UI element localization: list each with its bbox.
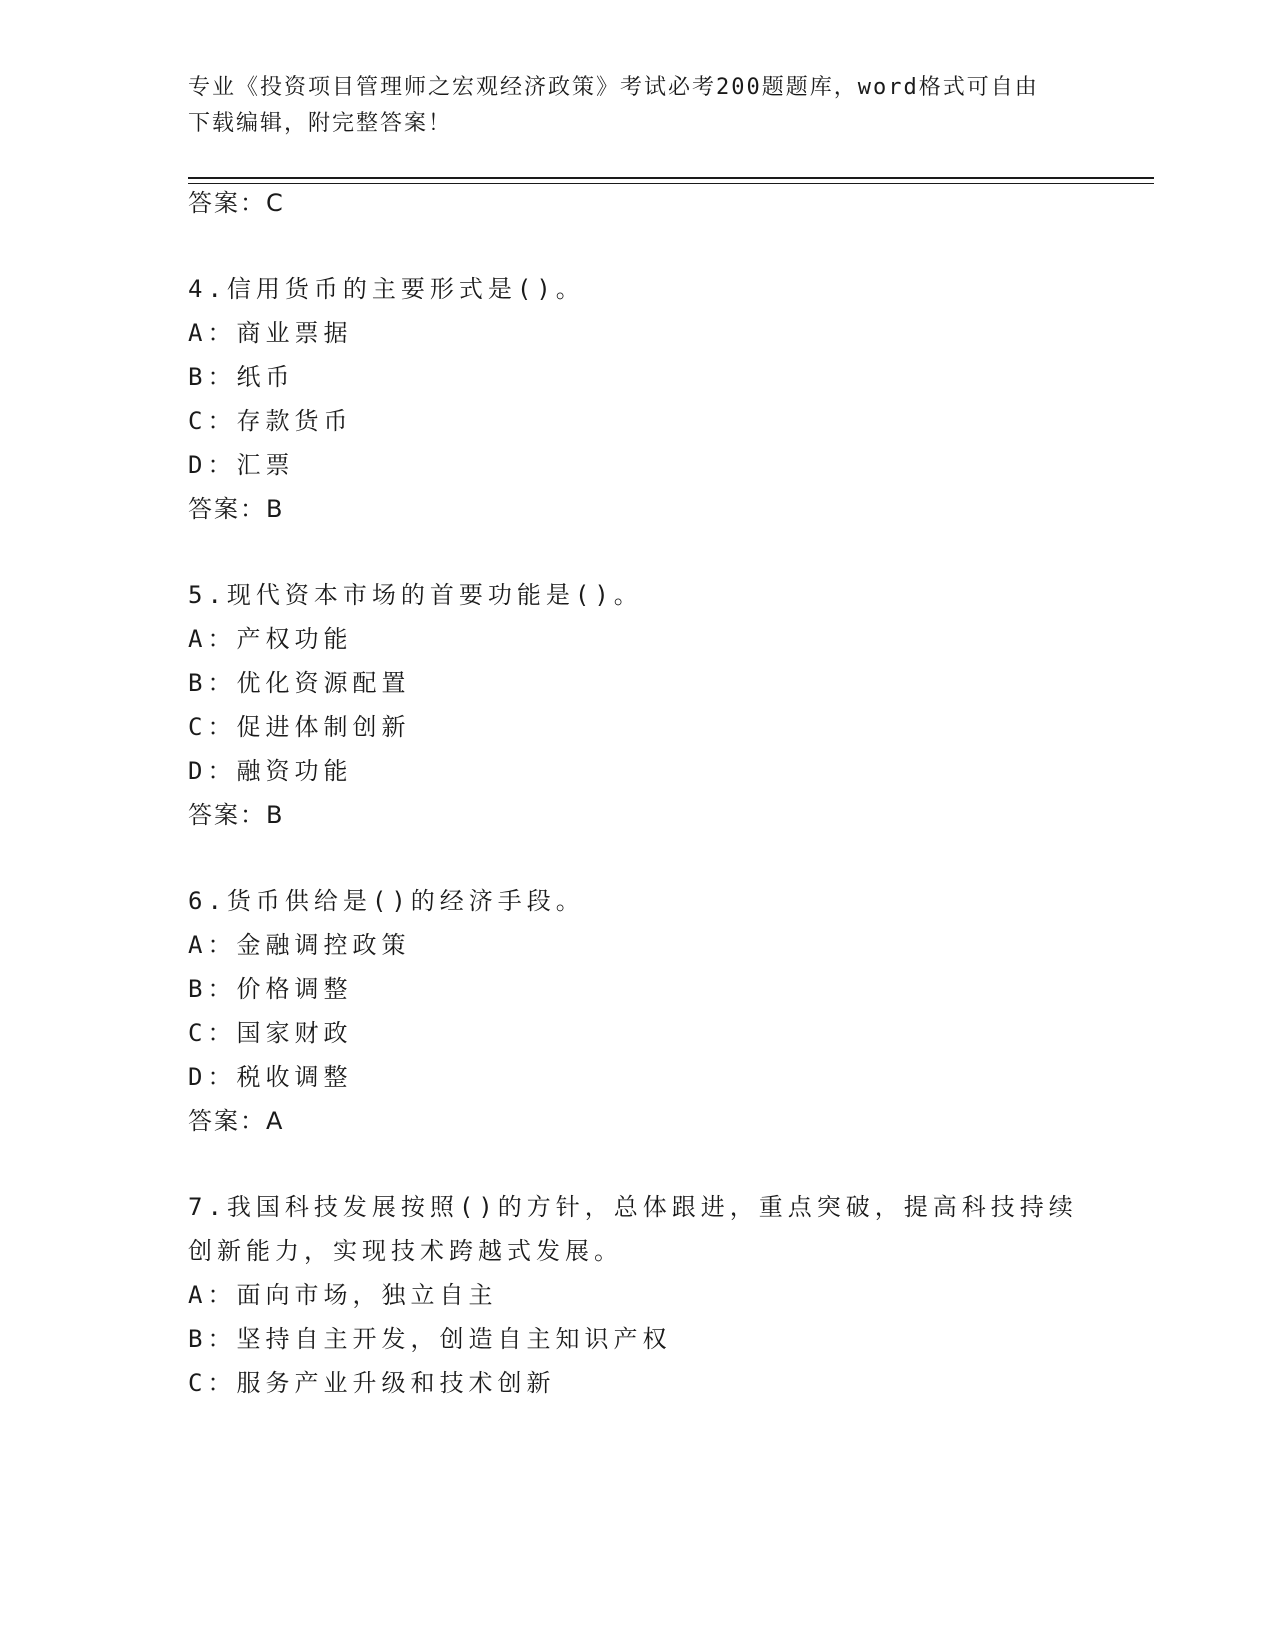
question-stem: 6.货币供给是()的经济手段。 [188,887,585,915]
option-c: C：国家财政 [188,1019,353,1047]
document-header [188,70,1088,142]
option-b: B：价格调整 [188,975,353,1003]
option-b: B：坚持自主开发，创造自主知识产权 [188,1325,672,1353]
answer-line: 答案：A [188,1107,285,1135]
option-d: D：税收调整 [188,1063,353,1091]
question-stem: 5.现代资本市场的首要功能是()。 [188,581,643,609]
option-c: C：服务产业升级和技术创新 [188,1369,556,1397]
option-c: C：促进体制创新 [188,713,411,741]
question-stem-continued: 创新能力，实现技术跨越式发展。 [188,1237,623,1265]
option-a: A：面向市场，独立自主 [188,1281,498,1309]
header-divider-thick [188,177,1154,179]
header-line-2: 下载编辑，附完整答案！ [188,111,453,136]
answer-line: 答案：B [188,495,285,523]
option-b: B：纸币 [188,363,295,391]
answer-line: 答案：C [188,189,285,217]
option-a: A：产权功能 [188,625,353,653]
header-line-1: 专业《投资项目管理师之宏观经济政策》考试必考200题题库，word格式可自由 [188,75,1039,100]
question-stem: 7.我国科技发展按照()的方针，总体跟进，重点突破，提高科技持续 [188,1193,1078,1221]
option-c: C：存款货币 [188,407,353,435]
header-divider-thin [188,183,1154,184]
option-a: A：金融调控政策 [188,931,411,959]
answer-line: 答案：B [188,801,285,829]
option-b: B：优化资源配置 [188,669,411,697]
option-a: A：商业票据 [188,319,353,347]
question-stem: 4.信用货币的主要形式是()。 [188,275,585,303]
option-d: D：融资功能 [188,757,353,785]
option-d: D：汇票 [188,451,295,479]
